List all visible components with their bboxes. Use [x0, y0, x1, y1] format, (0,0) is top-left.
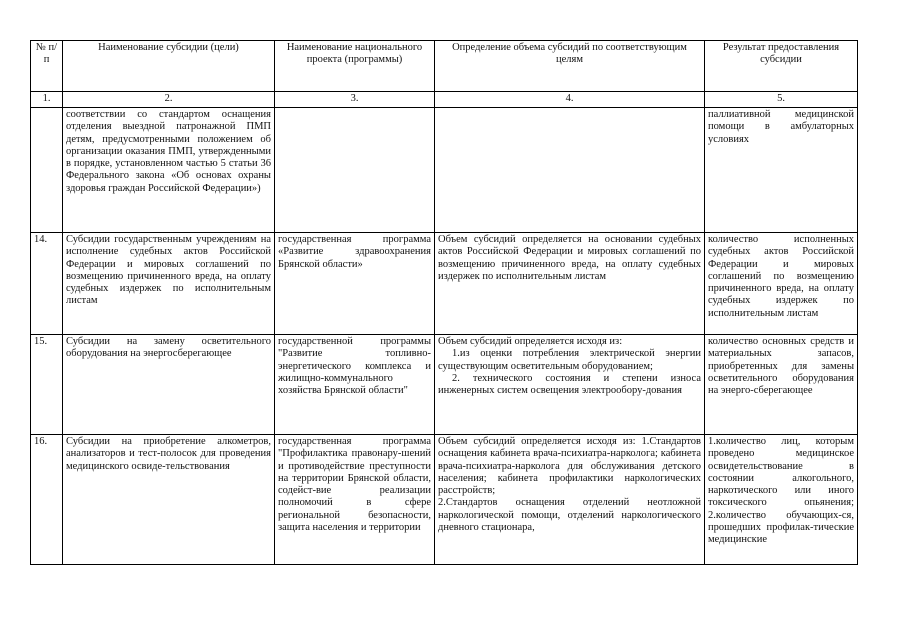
table-row — [31, 435, 858, 565]
volume-cell — [435, 435, 705, 565]
row-number: 16. — [31, 435, 63, 565]
header-volume-definition: Определение объема субсидий по соответствующим целям — [435, 41, 705, 92]
column-number-row — [31, 92, 858, 108]
program-cell: государственная программа "Профилактика правонару-шений и противодействие преступности на территории Брянской области, содейст-вие реализации полномочий в сфере региональной безопасности, защита населения и территории — [275, 435, 435, 565]
subsidy-name-cell: соответствии со стандартом оснащения отделения выездной патронажной ПМП детям, предусмотренными положением об организации оказания ПМП, утвержденными в порядке, установленном частью 5 статьи 36 Федерального закона «Об основах охраны здоровья граждан Российской Федерации») — [63, 108, 275, 233]
program-cell — [275, 108, 435, 233]
subsidy-name-cell: Субсидии на приобретение алкометров, анализаторов и тест-полосок для проведения медицинского освиде-тельствования — [63, 435, 275, 565]
row-number: 15. — [31, 335, 63, 435]
volume-paragraph: Объем субсидий определяется на основании судебных актов Российской Федерации и мировых соглашений по возмещению причиненного вреда, на оплату судебных издержек по исполнительным листам — [438, 234, 701, 282]
column-number: 3. — [275, 92, 435, 108]
volume-paragraph: Объем субсидий определяется исходя из: 1.Стандартов оснащения кабинета врача-психиатра-нарколога; кабинета врача-психиатра-нарколога для обслуживания детского населения; кабинета профилактики наркологических расстройств; — [438, 436, 701, 497]
volume-cell — [435, 335, 705, 435]
result-cell: 1.количество лиц, которым проведено медицинское освидетельствование в состоянии алкогольного, наркотического или иного токсического опьянения; 2.количество обучающих-ся, прошедших профилак-тические медицинские — [705, 435, 858, 565]
subsidy-table — [30, 40, 858, 565]
volume-paragraph: 2. технического состояния и степени износа инженерных систем освещения электрообору-дования — [438, 372, 701, 397]
table-row — [31, 335, 858, 435]
header-number: № п/п — [31, 41, 63, 92]
subsidy-name-cell: Субсидии государственным учреждениям на исполнение судебных актов Российской Федерации и мировых соглашений по возмещению причиненного вреда, на оплату судебных издержек по исполнительным листам — [63, 233, 275, 335]
header-subsidy-name: Наименование субсидии (цели) — [63, 41, 275, 92]
row-number: 14. — [31, 233, 63, 335]
column-number: 1. — [31, 92, 63, 108]
volume-cell — [435, 233, 705, 335]
subsidy-name-cell: Субсидии на замену осветительного оборудования на энергосберегающее — [63, 335, 275, 435]
column-number: 4. — [435, 92, 705, 108]
volume-paragraph: Объем субсидий определяется исходя из: — [438, 336, 623, 347]
column-number: 2. — [63, 92, 275, 108]
table-row — [31, 108, 858, 233]
program-cell: государственная программа «Развитие здравоохранения Брянской области» — [275, 233, 435, 335]
result-cell: количество исполненных судебных актов Российской Федерации и мировых соглашений по возмещению причиненного вреда, на оплату судебных издержек по исполнительным листам — [705, 233, 858, 335]
program-cell: государственной программы "Развитие топливно-энергетического комплекса и жилищно-коммунального хозяйства Брянской области" — [275, 335, 435, 435]
volume-cell — [435, 108, 705, 233]
column-number: 5. — [705, 92, 858, 108]
volume-paragraph: 1.из оценки потребления электрической энергии существующим осветительным оборудованием; — [438, 348, 701, 372]
table-row — [31, 233, 858, 335]
result-cell: паллиативной медицинской помощи в амбулаторных условиях — [705, 108, 858, 233]
header-national-project: Наименование национального проекта (программы) — [275, 41, 435, 92]
table-header-row — [31, 41, 858, 92]
volume-paragraph: 2.Стандартов оснащения отделений неотложной наркологической помощи, отделений наркологического дневного стационара, — [438, 497, 701, 534]
result-cell: количество основных средств и материальных запасов, приобретенных для замены осветительного оборудования на энерго-сберегающее — [705, 335, 858, 435]
header-result: Результат предоставления субсидии — [705, 41, 858, 92]
row-number — [31, 108, 63, 233]
